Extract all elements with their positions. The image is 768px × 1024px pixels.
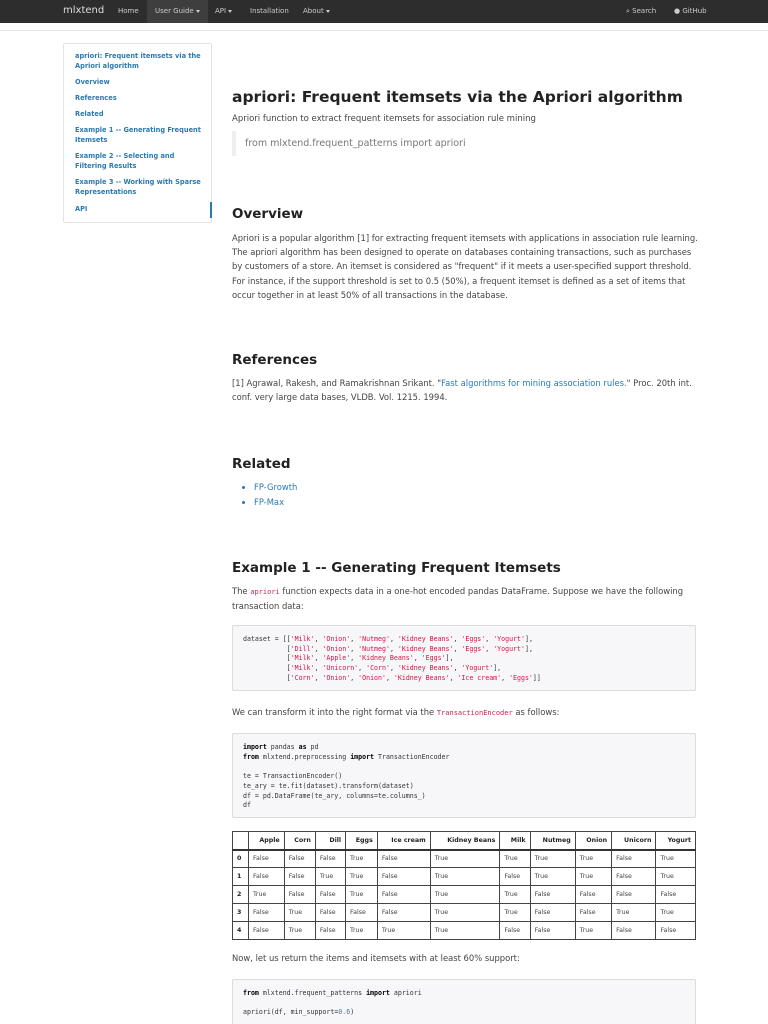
example1-intro (232, 584, 698, 613)
table-body (233, 850, 696, 940)
table-cell: False (315, 904, 345, 922)
table-cell: True (430, 850, 500, 868)
table-cell: True (284, 922, 315, 940)
table-cell: False (346, 904, 378, 922)
table-cell: True (249, 886, 285, 904)
table-cell: True (346, 850, 378, 868)
column-header: Nutmeg (530, 832, 575, 850)
table-cell: True (656, 868, 696, 886)
intro-pre: The (232, 586, 251, 596)
table-cell: False (249, 904, 285, 922)
table-cell: False (530, 922, 575, 940)
page-title: apriori: Frequent itemsets via the Apriori algorithm (232, 88, 683, 106)
import-blockquote: from mlxtend.frequent_patterns import apriori (232, 131, 696, 156)
table-cell: True (656, 904, 696, 922)
table-cell: False (612, 868, 656, 886)
nav-github[interactable] (674, 0, 707, 23)
table-header-row (233, 832, 696, 850)
table-cell: True (284, 904, 315, 922)
inline-code-apriori: apriori (250, 588, 280, 596)
table-row (233, 850, 696, 868)
table-cell: True (315, 868, 345, 886)
toc-item-overview[interactable]: Overview (75, 78, 110, 86)
reference-suffix: " Proc. 20th int. conf. very large data bases, VLDB. Vol. 1215. 1994. (232, 378, 692, 403)
column-header: Kidney Beans (430, 832, 500, 850)
toc-active-indicator (210, 202, 212, 218)
toc-item-related[interactable]: Related (75, 110, 104, 118)
table-cell: False (377, 886, 430, 904)
table-cell: False (249, 850, 285, 868)
table-cell: False (500, 922, 530, 940)
overview-heading: Overview (232, 206, 304, 222)
row-index: 4 (233, 922, 249, 940)
table-cell: False (284, 868, 315, 886)
code-block-transform: import pandas as pd from mlxtend.preprocessing import TransactionEncoder te = TransactionEncoder() te_ary = te.fit(dataset).transform(dataset) df = pd.DataFrame(te_ary, columns=te.columns_) df (232, 733, 696, 818)
reference-link[interactable]: Fast algorithms for mining association rules. (441, 378, 627, 388)
github-icon: ● (674, 7, 681, 15)
row-index: 2 (233, 886, 249, 904)
divider (0, 30, 768, 31)
nav-installation[interactable]: Installation (250, 7, 289, 15)
related-list (246, 480, 297, 509)
transform-text (232, 705, 698, 720)
related-link-fpmax[interactable]: • FP-Max (254, 495, 297, 510)
table-cell: False (612, 886, 656, 904)
table-cell: False (575, 886, 611, 904)
column-header (233, 832, 249, 850)
column-header: Yogurt (656, 832, 696, 850)
search-icon: ⌕ (626, 7, 630, 15)
top-navbar (0, 0, 768, 23)
toc-item-example3[interactable]: Example 3 -- Working with Sparse Representations (75, 178, 201, 196)
column-header: Ice cream (377, 832, 430, 850)
table-cell: True (500, 850, 530, 868)
table-cell: True (430, 904, 500, 922)
table-cell: False (377, 868, 430, 886)
table-cell: True (575, 868, 611, 886)
table-cell: False (530, 886, 575, 904)
support-text: Now, let us return the items and itemsets with at least 60% support: (232, 953, 520, 963)
table-cell: True (430, 868, 500, 886)
table-cell: False (249, 922, 285, 940)
table-cell: False (377, 850, 430, 868)
page-subtitle: Apriori function to extract frequent itemsets for association rule mining (232, 114, 536, 124)
code-block-apriori: from mlxtend.frequent_patterns import apriori apriori(df, min_support=0.6) (232, 979, 696, 1024)
nav-about[interactable] (303, 0, 330, 23)
column-header: Onion (575, 832, 611, 850)
table-cell: True (575, 850, 611, 868)
related-heading: Related (232, 456, 291, 472)
nav-api[interactable] (215, 0, 232, 23)
nav-github-label: GitHub (682, 7, 707, 15)
table-cell: False (500, 868, 530, 886)
transform-pre: We can transform it into the right format via the (232, 707, 437, 717)
toc-sidebar (63, 43, 212, 223)
table-cell: False (612, 850, 656, 868)
reference-item (232, 376, 698, 404)
toc-item-title[interactable]: apriori: Frequent itemsets via the Apriori algorithm (75, 52, 201, 70)
caret-down-icon (228, 10, 232, 13)
table-cell: False (377, 904, 430, 922)
row-index: 1 (233, 868, 249, 886)
table-cell: True (656, 850, 696, 868)
table-cell: True (500, 886, 530, 904)
column-header: Corn (284, 832, 315, 850)
table-cell: True (530, 868, 575, 886)
table-cell: False (315, 886, 345, 904)
table-row (233, 868, 696, 886)
intro-post: function expects data in a one-hot encoded pandas DataFrame. Suppose we have the following transaction data: (232, 586, 684, 612)
table-cell: False (284, 850, 315, 868)
nav-home[interactable]: Home (118, 7, 139, 15)
brand-logo[interactable]: mlxtend (63, 5, 105, 16)
column-header: Eggs (346, 832, 378, 850)
table-cell: True (530, 850, 575, 868)
table-row (233, 886, 696, 904)
row-index: 0 (233, 850, 249, 868)
table-cell: False (612, 922, 656, 940)
toc-item-api[interactable]: API (75, 205, 88, 213)
table-cell: True (612, 904, 656, 922)
table-cell: False (656, 922, 696, 940)
nav-about-label: About (303, 7, 324, 15)
table-cell: True (346, 886, 378, 904)
inline-code-transactionencoder: TransactionEncoder (436, 709, 513, 717)
table-cell: True (575, 922, 611, 940)
table-cell: False (530, 904, 575, 922)
table-cell: True (430, 886, 500, 904)
nav-user-guide[interactable] (147, 0, 208, 23)
reference-prefix: [1] Agrawal, Rakesh, and Ramakrishnan Srikant. " (232, 378, 442, 388)
column-header: Milk (500, 832, 530, 850)
table-cell: True (500, 904, 530, 922)
toc-item-example1[interactable]: Example 1 -- Generating Frequent Itemsets (75, 126, 201, 144)
caret-down-icon (196, 10, 200, 13)
overview-text: Apriori is a popular algorithm [1] for extracting frequent itemsets with applications in association rule learning. The apriori algorithm has been designed to operate on databases containing transactions, such as purchases by customers of a store. An itemset is considered as "frequent" if it meets a user-specified support threshold. For instance, if the support threshold is set to 0.5 (50%), a frequent itemset is defined as a set of items that occur together in at least 50% of all transactions in the database. (232, 233, 698, 300)
nav-user-guide-label: User Guide (155, 7, 194, 15)
table-cell: False (575, 904, 611, 922)
toc-item-references[interactable]: References (75, 94, 117, 102)
code-block-dataset: dataset = [['Milk', 'Onion', 'Nutmeg', 'Kidney Beans', 'Eggs', 'Yogurt'], ['Dill', 'Onion', 'Nutmeg', 'Kidney Beans', 'Eggs', 'Yogurt'], ['Milk', 'Apple', 'Kidney Beans', 'Eggs'], ['Milk', 'Unicorn', 'Corn', 'Kidney Beans', 'Yogurt'], ['Corn', 'Onion', 'Onion', 'Kidney Beans', 'Ice cream', 'Eggs']] (232, 625, 696, 691)
nav-search-label: Search (632, 7, 657, 15)
table-cell: True (346, 868, 378, 886)
table-cell: True (346, 922, 378, 940)
table-cell: False (315, 850, 345, 868)
column-header: Apple (249, 832, 285, 850)
dataframe-table (232, 831, 696, 940)
table-cell: False (249, 868, 285, 886)
table-cell: False (315, 922, 345, 940)
caret-down-icon (326, 10, 330, 13)
transform-post: as follows: (512, 707, 560, 717)
table-cell: False (656, 886, 696, 904)
nav-api-label: API (215, 7, 227, 15)
related-link-fpgrowth[interactable]: • FP-Growth (254, 480, 297, 495)
table-row (233, 922, 696, 940)
nav-search[interactable] (626, 0, 656, 23)
row-index: 3 (233, 904, 249, 922)
table-cell: True (430, 922, 500, 940)
table-row (233, 904, 696, 922)
column-header: Dill (315, 832, 345, 850)
toc-item-example2[interactable]: Example 2 -- Selecting and Filtering Results (75, 152, 175, 170)
references-heading: References (232, 352, 318, 368)
table-cell: True (377, 922, 430, 940)
example1-heading: Example 1 -- Generating Frequent Itemsets (232, 560, 561, 576)
table-cell: False (284, 886, 315, 904)
column-header: Unicorn (612, 832, 656, 850)
